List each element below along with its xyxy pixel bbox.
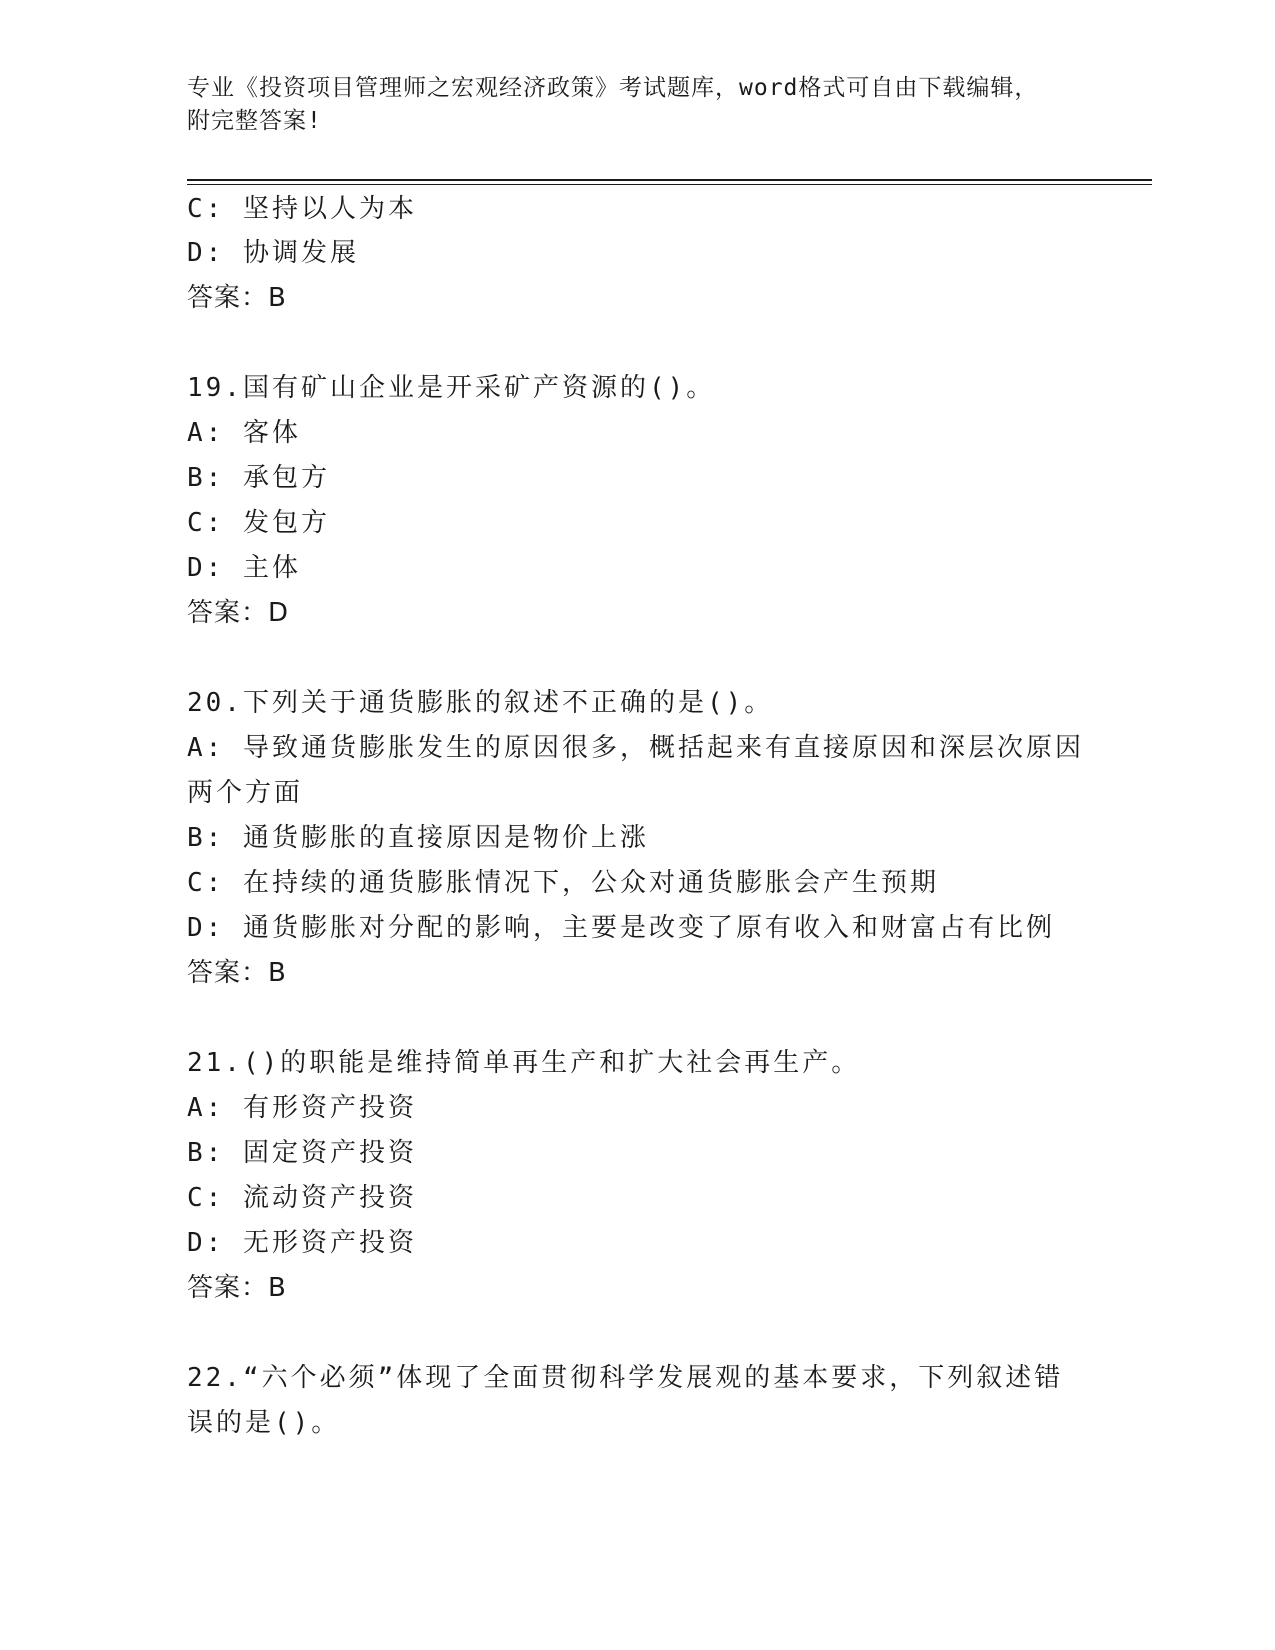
q21-option-d: D: 无形资产投资 <box>187 1228 417 1258</box>
q20-option-a-line-1: A: 导致通货膨胀发生的原因很多，概括起来有直接原因和深层次原因 <box>187 733 1084 763</box>
q19-option-d: D: 主体 <box>187 553 301 583</box>
header-divider-thin <box>187 184 1152 185</box>
q19-answer: 答案：D <box>187 598 290 628</box>
q22-stem-line-2: 误的是()。 <box>187 1408 341 1438</box>
q18-option-d: D: 协调发展 <box>187 238 359 268</box>
q21-option-a: A: 有形资产投资 <box>187 1093 417 1123</box>
q21-option-b: B: 固定资产投资 <box>187 1138 417 1168</box>
document-header <box>187 72 1067 138</box>
q20-option-b: B: 通货膨胀的直接原因是物价上涨 <box>187 823 649 853</box>
q20-answer: 答案：B <box>187 958 287 988</box>
header-line-1: 专业《投资项目管理师之宏观经济政策》考试题库，word格式可自由下载编辑， <box>187 75 1039 101</box>
q19-option-a: A: 客体 <box>187 418 301 448</box>
q21-option-c: C: 流动资产投资 <box>187 1183 417 1213</box>
q18-option-c: C: 坚持以人为本 <box>187 194 417 224</box>
q19-option-c: C: 发包方 <box>187 508 330 538</box>
q19-option-b: B: 承包方 <box>187 463 330 493</box>
q22-stem-line-1: 22.“六个必须”体现了全面贯彻科学发展观的基本要求，下列叙述错 <box>187 1363 1064 1393</box>
q20-option-c: C: 在持续的通货膨胀情况下，公众对通货膨胀会产生预期 <box>187 868 939 898</box>
q20-option-a-line-2: 两个方面 <box>187 778 304 808</box>
q21-answer: 答案：B <box>187 1273 287 1303</box>
q19-stem: 19.国有矿山企业是开采矿产资源的()。 <box>187 373 716 403</box>
header-divider-thick <box>187 179 1152 181</box>
q20-option-d: D: 通货膨胀对分配的影响，主要是改变了原有收入和财富占有比例 <box>187 913 1055 943</box>
q18-answer: 答案：B <box>187 283 287 313</box>
header-line-2: 附完整答案! <box>187 108 322 134</box>
q20-stem: 20.下列关于通货膨胀的叙述不正确的是()。 <box>187 688 774 718</box>
q21-stem: 21.()的职能是维持简单再生产和扩大社会再生产。 <box>187 1048 861 1078</box>
